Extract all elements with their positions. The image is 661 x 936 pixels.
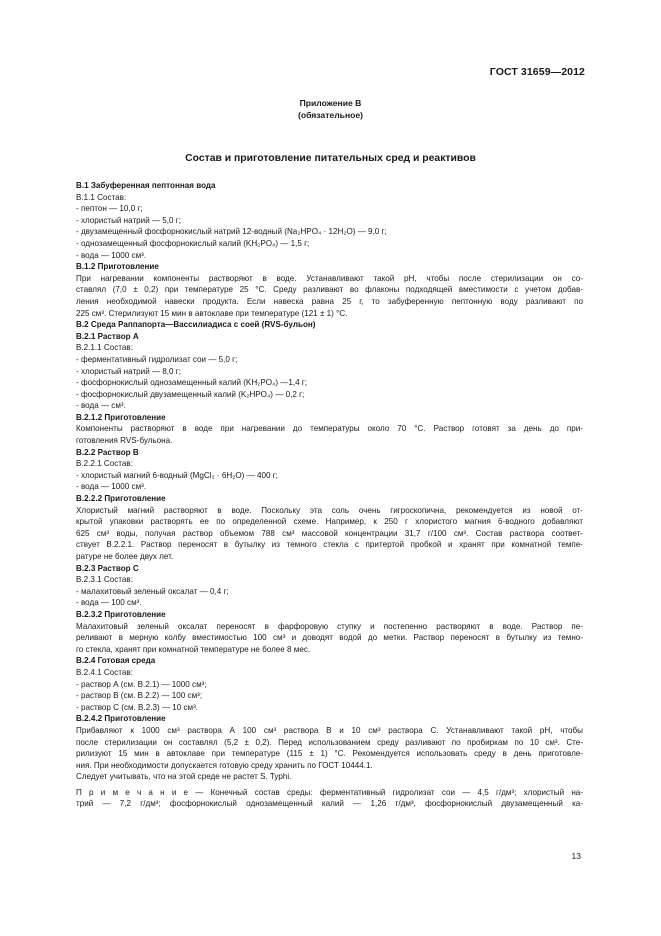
subheading: В.2.4.2 Приготовление [76, 714, 166, 724]
appendix-label: Приложение В [299, 98, 362, 108]
paragraph-line: Компоненты растворяют в воде при нагревании до температуры около 70 °С. Раствор готовят за день до при- [76, 424, 583, 434]
note-line: трий — 7,2 г/дм³; фосфорнокислый однозамещенный калий — 1,26 г/дм³, фосфорнокислый двузамещенный ка- [76, 799, 583, 809]
paragraph-line: 225 см³. Стерилизуют 15 мин в автоклаве при температуре (121 ± 1) °С. [76, 308, 348, 318]
list-item: - двузамещенный фосфорнокислый натрий 12-водный (Na₂HPO₄ · 12H₂O) — 9,0 г; [76, 227, 387, 237]
paragraph-line: Следует учитывать, что на этой среде не растет S. Typhi. [76, 772, 292, 782]
paragraph-line: ления необходимой навески продукта. Если навеска равна 25 г, то забуференную пептонную воду разливают по [76, 296, 583, 306]
subheading: В.2.4 Готовая среда [76, 656, 156, 666]
list-item: - фосфорнокислый двузамещенный калий (K₂HPO₄) — 0,2 г; [76, 389, 305, 399]
paragraph-line: реливают в мерную колбу вместимостью 100 см³ и доводят водой до метки. Раствор переносят в бутылку из темно- [76, 633, 583, 643]
paragraph-line: Хлористый магний растворяют в воде. Поскольку эта соль очень гигроскопична, рекомендуется из новой от- [76, 505, 583, 515]
subheading: В.2.2 Раствор В [76, 447, 139, 457]
subheading: В.2.1.2 Приготовление [76, 412, 166, 422]
list-item: - фосфорнокислый однозамещенный калий (KH₂PO₄) —1,4 г; [76, 378, 308, 388]
list-item: - хлористый натрий — 5,0 г; [76, 215, 182, 225]
list-item: - вода — 1000 см³. [76, 250, 147, 260]
paragraph-line: го стекла, хранят при комнатной температуре не более 8 мес. [76, 644, 311, 654]
paragraph-line: после стерилизации он составлял (5,2 ± 0,2). Перед использованием среду разливают по пробиркам по 10 см³. Сте- [76, 737, 583, 747]
heading-b1: В.1 Забуференная пептонная вода [76, 181, 216, 190]
list-item: - раствор В (см. В.2.2) — 100 см³; [76, 691, 203, 701]
paragraph-line: Прибавляют к 1000 см³ раствора А 100 см³ раствора В и 10 см³ раствора С. Устанавливают такой pH, чтобы [76, 725, 583, 735]
heading-b2: В.2 Среда Раппапорта—Вассилиадиса с соей (RVS-бульон) [76, 320, 316, 330]
subheading: В.2.2.2 Приготовление [76, 494, 166, 504]
list-item: - вода — 1000 см³. [76, 482, 147, 492]
list-item: - ферментативный гидролизат сои — 5,0 г; [76, 354, 238, 364]
list-item: - хлористый натрий — 8,0 г; [76, 366, 182, 376]
paragraph-line: ставлял (7,0 ± 0,2) при температуре 25 °С. Среду разливают во флаконы подходящей вместимости с учетом добав- [76, 285, 583, 295]
paragraph-line: крытой упаковки растворять ее по определенной схеме. Например, к 250 г хлористого магния 6-водного добавляют [76, 517, 583, 527]
paragraph-line: ния. При необходимости допускается готовую среду хранить по ГОСТ 10444.1. [76, 760, 373, 770]
list-item: - вода — см³. [76, 401, 126, 411]
standard-code: ГОСТ 31659—2012 [489, 66, 585, 78]
text-line: В.2.4.1 Состав: [76, 667, 133, 677]
paragraph-line: 625 см³ воды, получая раствор объемом 788 см³ массовой концентрации 31,7 г/100 см³. Состав раствора соответ- [76, 528, 583, 538]
text-line: В.2.2.1 Состав: [76, 459, 133, 469]
paragraph-line: ратуре не более двух лет. [76, 552, 174, 561]
subheading: В.1.2 Приготовление [76, 262, 159, 272]
section-title: Состав и приготовление питательных сред и реактивов [185, 153, 476, 164]
subheading: В.2.3 Раствор С [76, 563, 139, 573]
paragraph-line: готовления RVS-бульона. [76, 436, 173, 446]
list-item: - вода — 100 см³. [76, 598, 142, 608]
body-text [76, 180, 583, 810]
paragraph-line: Малахитовый зеленый оксалат переносят в фарфоровую ступку и постепенно растворяют в воде. Раствор пе- [76, 621, 583, 631]
appendix-heading [0, 97, 661, 121]
subheading: В.2.3.2 Приготовление [76, 609, 166, 619]
appendix-status: (обязательное) [297, 110, 364, 120]
list-item: - раствор С (см. В.2.3) — 10 см³. [76, 702, 199, 712]
list-item: - однозамещенный фосфорнокислый калий (KH₂PO₄) — 1,5 г; [76, 238, 310, 248]
list-item: - малахитовый зеленый оксалат — 0,4 г; [76, 586, 229, 596]
list-item: - хлористый магний 6-водный (MgCl₂ · 6H₂O) — 400 г; [76, 470, 278, 480]
list-item: - раствор А (см. В.2.1) — 1000 см³; [76, 679, 207, 689]
page-number: 13 [571, 851, 581, 861]
paragraph-line: рилизуют 15 мин в автоклаве при температуре (115 ± 1) °С. Рекомендуется использовать среду в день приготовле- [76, 749, 583, 759]
text-line: В.2.3.1 Состав: [76, 575, 133, 585]
text-line: В.2.1.1 Состав: [76, 343, 133, 353]
text-line: В.1.1 Состав: [76, 192, 127, 202]
paragraph-line: При нагревании компоненты растворяют в воде. Устанавливают такой pH, чтобы после стерилизации он со- [76, 273, 583, 283]
subheading: В.2.1 Раствор А [76, 331, 139, 341]
paragraph-line: ствует В.2.2.1. Раствор переносят в бутылку из темного стекла с притертой пробкой и хранят при комнатной темпе- [76, 540, 583, 550]
note-line: П р и м е ч а н и е — Конечный состав среды: ферментативный гидролизат сои — 4,5 г/дм³; хлористый на- [76, 787, 583, 797]
list-item: - пептон — 10,0 г; [76, 204, 143, 214]
